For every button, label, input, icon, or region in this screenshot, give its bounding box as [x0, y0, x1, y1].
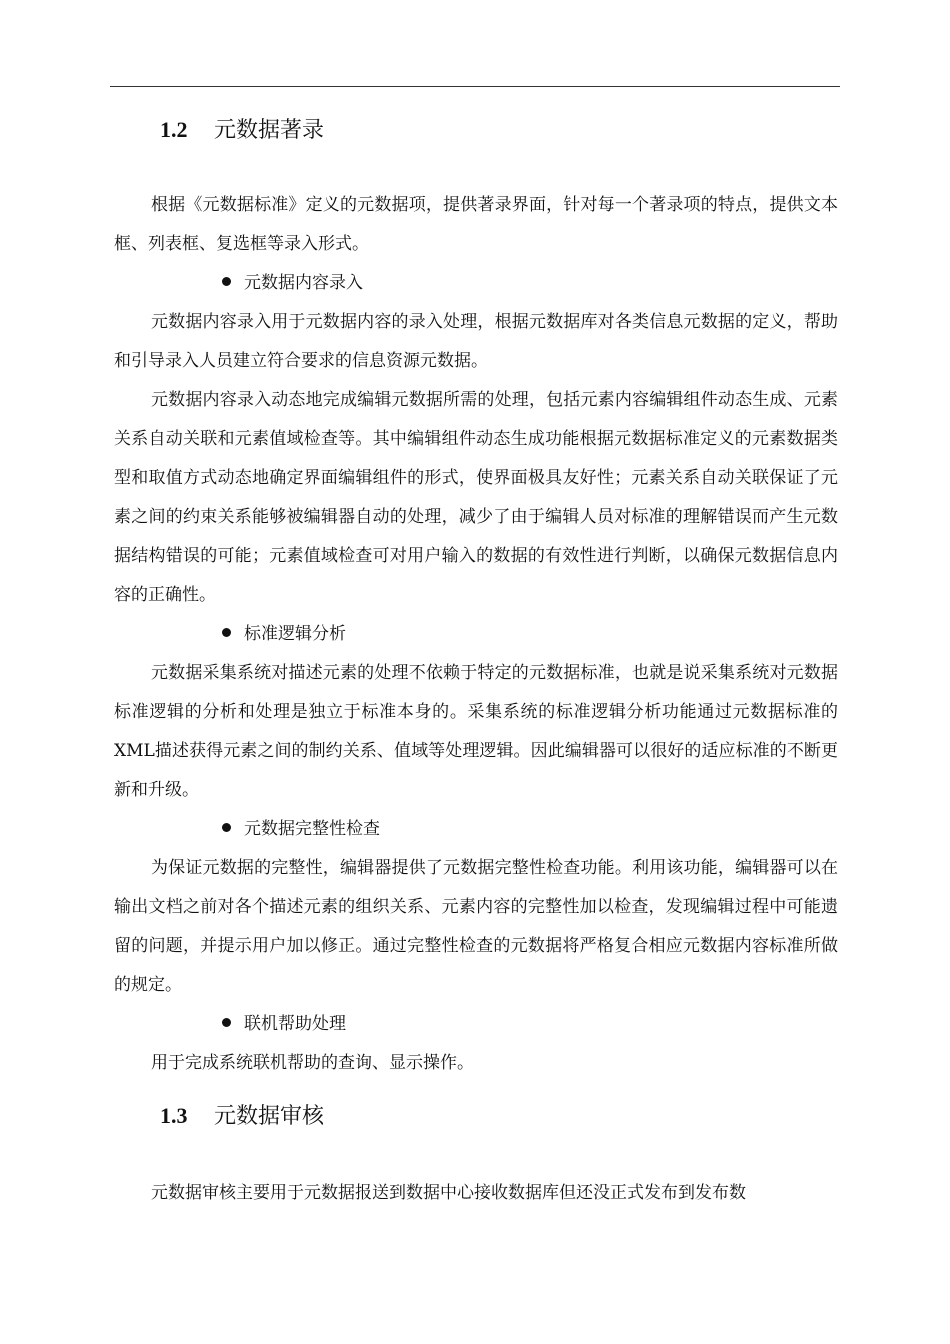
- section-heading-1-3: [114, 1093, 838, 1140]
- section-number: 1.2: [160, 117, 188, 142]
- body-paragraph: 为保证元数据的完整性，编辑器提供了元数据完整性检查功能。利用该功能，编辑器可以在输出文档之前对各个描述元素的组织关系、元素内容的完整性加以检查，发现编辑过程中可能遗留的问题，并提示用户加以修正。通过完整性检查的元数据将严格复合相应元数据内容标准所做的规定。: [114, 858, 838, 995]
- bullet-dot-icon: [222, 628, 231, 637]
- body-paragraph: 用于完成系统联机帮助的查询、显示操作。: [151, 1053, 474, 1073]
- bullet-label: 标准逻辑分析: [244, 624, 346, 644]
- section-title: 元数据著录: [214, 118, 325, 143]
- body-paragraph: 元数据内容录入动态地完成编辑元数据所需的处理，包括元素内容编辑组件动态生成、元素关系自动关联和元素值域检查等。其中编辑组件动态生成功能根据元数据标准定义的元素数据类型和取值方式动态地确定界面编辑组件的形式，使界面极具友好性；元素关系自动关联保证了元素之间的约束关系能够被编辑器自动的处理，减少了由于编辑人员对标准的理解错误而产生元数据结构错误的可能；元素值域检查可对用户输入的数据的有效性进行判断，以确保元数据信息内容的正确性。: [114, 390, 838, 605]
- section-intro-paragraph: 根据《元数据标准》定义的元数据项，提供著录界面，针对每一个著录项的特点，提供文本框、列表框、复选框等录入形式。: [114, 195, 838, 254]
- bullet-dot-icon: [222, 1018, 231, 1027]
- section-title: 元数据审核: [214, 1104, 325, 1129]
- bullet-label: 元数据内容录入: [244, 273, 363, 293]
- header-rule: [110, 86, 840, 87]
- body-paragraph: 元数据内容录入用于元数据内容的录入处理，根据元数据库对各类信息元数据的定义，帮助和引导录入人员建立符合要求的信息资源元数据。: [114, 312, 838, 371]
- bullet-item-standard-logic: [114, 615, 838, 654]
- bullet-item-content-entry: [114, 264, 838, 303]
- bullet-label: 联机帮助处理: [244, 1014, 346, 1034]
- bullet-dot-icon: [222, 277, 231, 286]
- body-paragraph: 元数据采集系统对描述元素的处理不依赖于特定的元数据标准，也就是说采集系统对元数据标准逻辑的分析和处理是独立于标准本身的。采集系统的标准逻辑分析功能通过元数据标准的XML描述获得元素之间的制约关系、值域等处理逻辑。因此编辑器可以很好的适应标准的不断更新和升级。: [114, 663, 838, 800]
- section-heading-1-2: [114, 107, 838, 154]
- bullet-item-integrity-check: [114, 810, 838, 849]
- section-number: 1.3: [160, 1103, 188, 1128]
- bullet-dot-icon: [222, 823, 231, 832]
- bullet-item-online-help: [114, 1005, 838, 1044]
- document-body: [114, 107, 838, 1213]
- bullet-label: 元数据完整性检查: [244, 819, 380, 839]
- section-intro-paragraph: 元数据审核主要用于元数据报送到数据中心接收数据库但还没正式发布到发布数: [151, 1183, 746, 1203]
